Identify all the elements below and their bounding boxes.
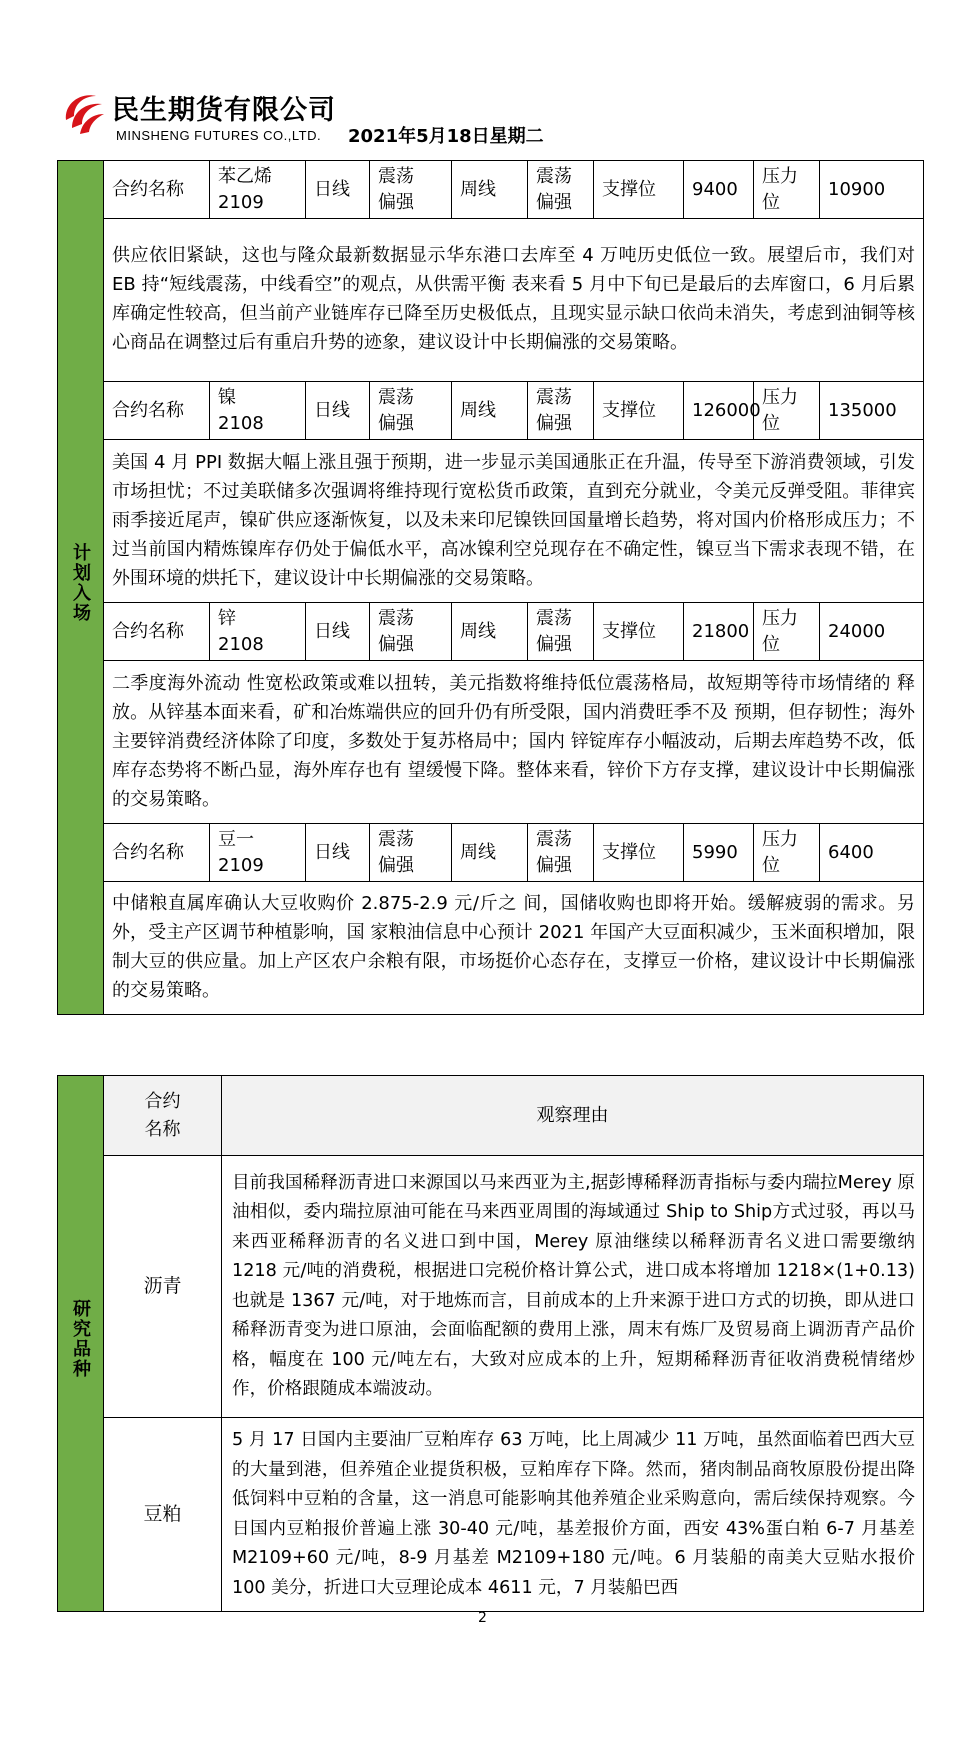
support-label: 支撑位	[594, 382, 684, 440]
daily-label: 日线	[306, 824, 370, 882]
section-label-research: 研究品种	[58, 1076, 104, 1612]
daily-trend: 震荡 偏强	[370, 603, 452, 661]
contract-name: 豆一 2109	[210, 824, 306, 882]
resistance-label: 压力 位	[754, 824, 820, 882]
contract-label: 合约名称	[104, 824, 210, 882]
analysis-text: 二季度海外流动 性宽松政策或难以扭转，美元指数将维持低位震荡格局，故短期等待市场情绪的 释放。从锌基本面来看，矿和冶炼端供应的回升仍有所受限，国内消费旺季不及 预期，但存韧性；海外主要锌消费经济体除了印度，多数处于复苏格局中；国内 锌锭库存小幅波动，后期去库趋势不改，低库存态势将不断凸显，海外库存也有 望缓慢下降。整体来看，锌价下方存支撑，建议设计中长期偏涨的交易策略。	[104, 661, 924, 824]
weekly-trend: 震荡 偏强	[528, 824, 594, 882]
analysis-text: 中储粮直属库确认大豆收购价 2.875-2.9 元/斤之 间，国储收购也即将开始。缓解疲弱的需求。另外，受主产区调节种植影响，国 家粮油信息中心预计 2021 年国产大豆面积减少，玉米面积增加，限制大豆的供应量。加上产区农户余粮有限，市场挺价心态存在，支撑豆一价格，建议设计中长期偏涨的交易策略。	[104, 882, 924, 1015]
daily-label: 日线	[306, 161, 370, 219]
analysis-text: 美国 4 月 PPI 数据大幅上涨且强于预期，进一步显示美国通胀正在升温，传导至下游消费领域，引发市场担忧；不过美联储多次强调将维持现行宽松货币政策，直到充分就业，令美元反弹受阻。菲律宾雨季接近尾声，镍矿供应逐渐恢复，以及未来印尼镍铁回国量增长趋势，将对国内价格形成压力；不过当前国内精炼镍库存仍处于偏低水平，高冰镍利空兑现存在不确定性，镍豆当下需求表现不错，在外围环境的烘托下，建议设计中长期偏涨的交易策略。	[104, 440, 924, 603]
daily-label: 日线	[306, 382, 370, 440]
research-item-name: 沥青	[104, 1156, 222, 1418]
daily-trend: 震荡 偏强	[370, 382, 452, 440]
daily-trend: 震荡 偏强	[370, 161, 452, 219]
company-logo-icon	[62, 90, 106, 136]
weekly-label: 周线	[452, 603, 528, 661]
support-value: 9400	[684, 161, 754, 219]
support-value: 126000	[684, 382, 754, 440]
weekly-trend: 震荡 偏强	[528, 161, 594, 219]
contract-label: 合约名称	[104, 161, 210, 219]
support-label: 支撑位	[594, 603, 684, 661]
daily-label: 日线	[306, 603, 370, 661]
contract-name: 镍 2108	[210, 382, 306, 440]
support-value: 21800	[684, 603, 754, 661]
resistance-label: 压力 位	[754, 603, 820, 661]
research-item-name: 豆粕	[104, 1418, 222, 1612]
resistance-value: 24000	[820, 603, 924, 661]
page-number: 2	[478, 1610, 487, 1626]
resistance-value: 6400	[820, 824, 924, 882]
weekly-label: 周线	[452, 382, 528, 440]
research-table	[57, 1075, 924, 1612]
support-label: 支撑位	[594, 824, 684, 882]
resistance-label: 压力 位	[754, 382, 820, 440]
plan-table	[57, 160, 924, 1015]
research-item-reason: 目前我国稀释沥青进口来源国以马来西亚为主,据彭博稀释沥青指标与委内瑞拉Merey 原油相似，委内瑞拉原油可能在马来西亚周围的海域通过 Ship to Ship方式过驳，再以马来西亚稀释沥青的名义进口到中国，Merey 原油继续以稀释沥青名义进口需要缴纳 1218 元/吨的消费税，根据进口完税价格计算公式，进口成本将增加 1218×(1+0.13)也就是 1367 元/吨，对于地炼而言，目前成本的上升来源于进口方式的切换，即从进口稀释沥青变为进口原油，会面临配额的费用上涨，周末有炼厂及贸易商上调沥青产品价格，幅度在 100 元/吨左右，大致对应成本的上升，短期稀释沥青征收消费税情绪炒作，价格跟随成本端波动。	[222, 1156, 924, 1418]
column-header-name: 合约 名称	[104, 1076, 222, 1156]
analysis-text: 供应依旧紧缺，这也与隆众最新数据显示华东港口去库至 4 万吨历史低位一致。展望后市，我们对 EB 持“短线震荡，中线看空”的观点，从供需平衡 表来看 5 月中下旬已是最后的去库窗口，6 月后累库确定性较高，但当前产业链库存已降至历史极低点，且现实显示缺口依尚未消失，考虑到油铜等核心商品在调整过后有重启升势的迹象，建议设计中长期偏涨的交易策略。	[104, 219, 924, 382]
column-header-reason: 观察理由	[222, 1076, 924, 1156]
daily-trend: 震荡 偏强	[370, 824, 452, 882]
company-name-en: MINSHENG FUTURES CO.,LTD.	[116, 128, 322, 143]
weekly-label: 周线	[452, 824, 528, 882]
weekly-trend: 震荡 偏强	[528, 382, 594, 440]
resistance-value: 135000	[820, 382, 924, 440]
research-item-reason: 5 月 17 日国内主要油厂豆粕库存 63 万吨，比上周减少 11 万吨，虽然面临着巴西大豆的大量到港，但养殖企业提货积极，豆粕库存下降。然而，猪肉制品商牧原股份提出降低饲料中豆粕的含量，这一消息可能影响其他养殖企业采购意向，需后续保持观察。今日国内豆粕报价普遍上涨 30-40 元/吨，基差报价方面，西安 43%蛋白粕 6-7 月基差 M2109+60 元/吨，8-9 月基差 M2109+180 元/吨。6 月装船的南美大豆贴水报价 100 美分，折进口大豆理论成本 4611 元，7 月装船巴西	[222, 1418, 924, 1612]
support-value: 5990	[684, 824, 754, 882]
resistance-label: 压力 位	[754, 161, 820, 219]
section-label-plan: 计划入场	[58, 161, 104, 1015]
contract-name: 苯乙烯 2109	[210, 161, 306, 219]
contract-label: 合约名称	[104, 382, 210, 440]
weekly-trend: 震荡 偏强	[528, 603, 594, 661]
contract-name: 锌 2108	[210, 603, 306, 661]
company-name-cn: 民生期货有限公司	[112, 95, 336, 126]
contract-label: 合约名称	[104, 603, 210, 661]
support-label: 支撑位	[594, 161, 684, 219]
resistance-value: 10900	[820, 161, 924, 219]
weekly-label: 周线	[452, 161, 528, 219]
report-date: 2021年5月18日星期二	[348, 126, 544, 147]
